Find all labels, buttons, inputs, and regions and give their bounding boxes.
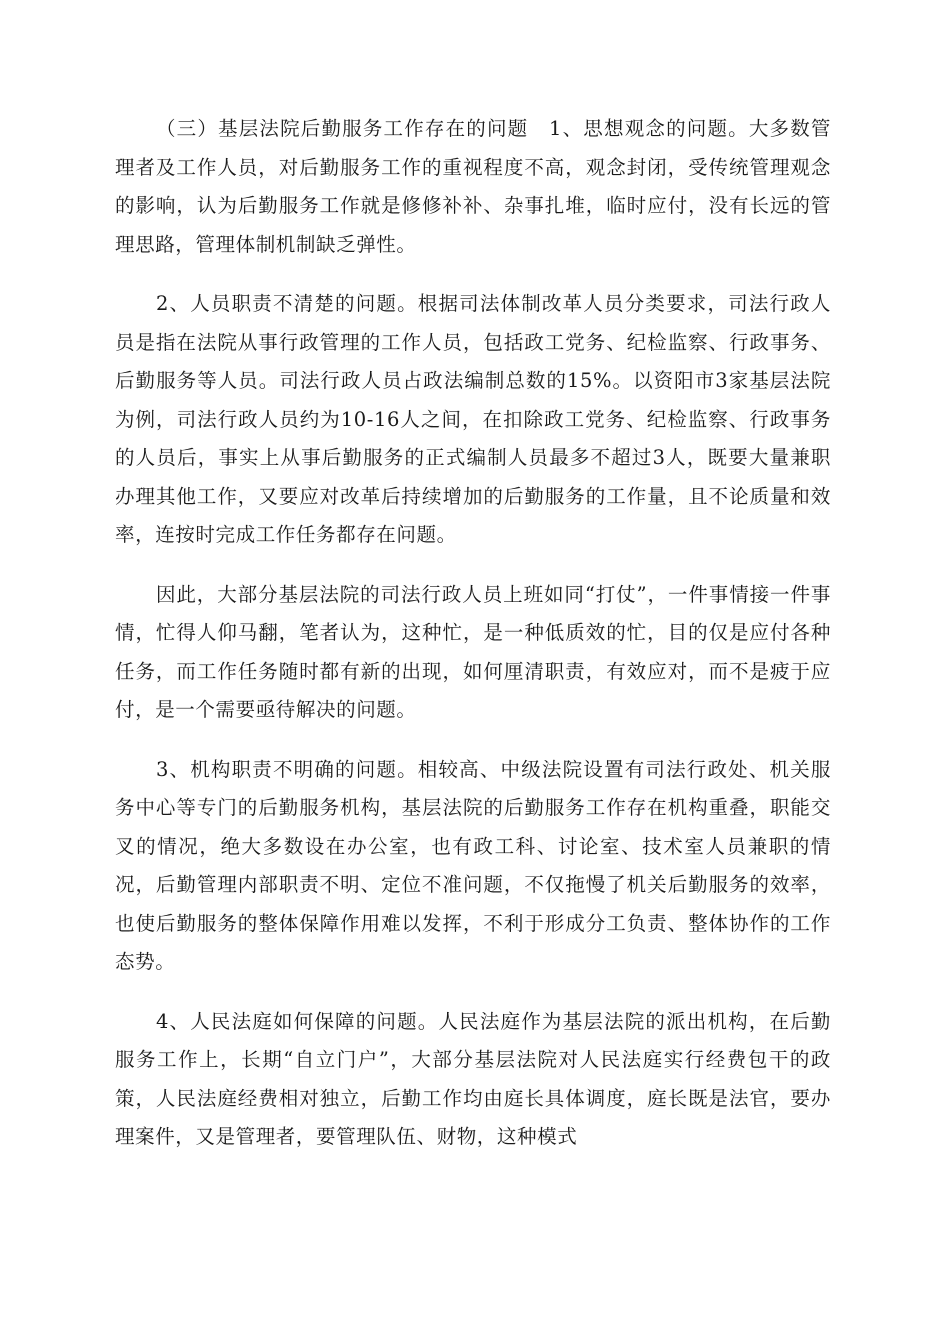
paragraph-institution-duties: 3、机构职责不明确的问题。相较高、中级法院设置有司法行政处、机关服务中心等专门的后勤服务机构，基层法院的后勤服务工作存在机构重叠，职能交叉的情况，绝大多数设在办公室，也有政工科、讨论室、技术室人员兼职的情况，后勤管理内部职责不明、定位不准问题，不仅拖慢了机关后勤服务的效率，也使后勤服务的整体保障作用难以发挥，不利于形成分工负责、整体协作的工作态势。: [115, 757, 831, 973]
paragraph-peoples-tribunal: 4、人民法庭如何保障的问题。人民法庭作为基层法院的派出机构，在后勤服务工作上，长期“自立门户”，大部分基层法院对人民法庭实行经费包干的政策，人民法庭经费相对独立，后勤工作均由庭长具体调度，庭长既是法官，要办理案件，又是管理者，要管理队伍、财物，这种模式: [115, 1009, 831, 1148]
paragraph-staff-duties: 2、人员职责不清楚的问题。根据司法体制改革人员分类要求，司法行政人员是指在法院从事行政管理的工作人员，包括政工党务、纪检监察、行政事务、后勤服务等人员。司法行政人员占政法编制总数的15%。以资阳市3家基层法院为例，司法行政人员约为10-16人之间，在扣除政工党务、纪检监察、行政事务的人员后，事实上从事后勤服务的正式编制人员最多不超过3人，既要大量兼职办理其他工作，又要应对改革后持续增加的后勤服务的工作量，且不论质量和效率，连按时完成工作任务都存在问题。: [115, 292, 831, 546]
document-body: [115, 110, 831, 1178]
paragraph-section-three-thinking: （三）基层法院后勤服务工作存在的问题 1、思想观念的问题。大多数管理者及工作人员，对后勤服务工作的重视程度不高，观念封闭，受传统管理观念的影响，认为后勤服务工作就是修修补补、杂事扎堆，临时应付，没有长远的管理思路，管理体制机制缺乏弹性。: [115, 117, 831, 256]
paragraph-therefore: 因此，大部分基层法院的司法行政人员上班如同“打仗”，一件事情接一件事情，忙得人仰马翻，笔者认为，这种忙，是一种低质效的忙，目的仅是应付各种任务，而工作任务随时都有新的出现，如何厘清职责，有效应对，而不是疲于应付，是一个需要亟待解决的问题。: [115, 582, 831, 721]
